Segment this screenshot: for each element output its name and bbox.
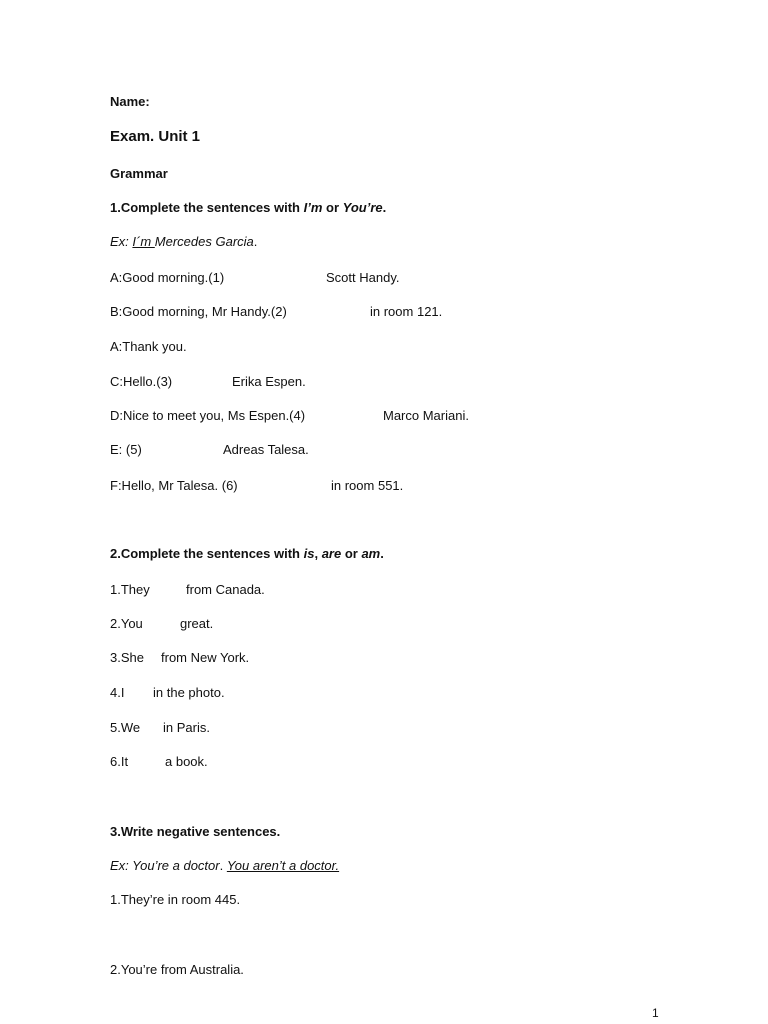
exercise-2-item: [110, 616, 213, 632]
heading-word-youre: You’re: [342, 200, 383, 215]
item-rest: Erika Espen.: [232, 374, 306, 389]
name-label: Name:: [110, 94, 150, 109]
item-rest: in room 551.: [331, 478, 404, 493]
exercise-2-heading: [110, 546, 384, 562]
exercise-1-item: [110, 442, 309, 458]
section-heading: Grammar: [110, 166, 168, 181]
item-prompt: D:Nice to meet you, Ms Espen.(4): [110, 408, 306, 423]
item-prompt: 1.They: [110, 582, 150, 597]
heading-word-are: are: [321, 546, 342, 561]
exam-title: Exam. Unit 1: [110, 128, 201, 145]
exercise-1-item: [110, 339, 187, 355]
item-rest: Marco Mariani.: [383, 408, 469, 423]
heading-text: or: [341, 546, 362, 561]
item-prompt: 2.You: [110, 616, 143, 631]
item-rest: in Paris.: [163, 720, 210, 735]
item-prompt: E: (5): [110, 442, 142, 457]
example-prefix: Ex:: [110, 234, 133, 249]
item-prompt: 4.I: [110, 685, 125, 700]
example-text: .: [219, 858, 227, 873]
item-prompt: A:Thank you.: [110, 339, 187, 354]
heading-word-am: am: [361, 546, 381, 561]
item-rest: Scott Handy.: [326, 270, 400, 285]
heading-word-im: I’m: [303, 200, 323, 215]
item-rest: a book.: [165, 754, 208, 769]
heading-word-is: is: [303, 546, 315, 561]
exercise-3-item: 1.They’re in room 445.: [110, 892, 241, 907]
heading-text: .: [382, 200, 387, 215]
exercise-1-example: [110, 234, 257, 250]
item-prompt: F:Hello, Mr Talesa. (6): [110, 478, 238, 493]
exercise-2-item: [110, 685, 225, 701]
exercise-2-item: [110, 720, 210, 736]
example-text: Mercedes Garcia: [154, 234, 254, 249]
exercise-1-item: [110, 478, 403, 494]
example-answer: You aren’t a doctor.: [226, 858, 340, 873]
heading-text: 2.Complete the sentences with: [110, 546, 304, 561]
exercise-2-item: [110, 650, 249, 666]
exercise-1-item: [110, 374, 306, 390]
heading-text: ,: [314, 546, 322, 561]
exercise-3-heading: 3.Write negative sentences.: [110, 824, 281, 839]
exercise-3-example: [110, 858, 339, 874]
item-prompt: 5.We: [110, 720, 141, 735]
exercise-1-item: [110, 304, 442, 320]
exercise-1-item: [110, 270, 399, 286]
example-text: Ex: You’re a doctor: [110, 858, 220, 873]
item-prompt: C:Hello.(3): [110, 374, 173, 389]
heading-text: 1.Complete the sentences with: [110, 200, 304, 215]
exercise-2-item: [110, 582, 265, 598]
exercise-1-heading: [110, 200, 386, 216]
item-prompt: B:Good morning, Mr Handy.(2): [110, 304, 287, 319]
item-rest: in room 121.: [370, 304, 443, 319]
item-rest: from New York.: [161, 650, 250, 665]
page-number: 1: [652, 1006, 659, 1020]
heading-text: .: [380, 546, 384, 561]
item-prompt: A:Good morning.(1): [110, 270, 225, 285]
example-text: .: [253, 234, 258, 249]
item-rest: great.: [180, 616, 214, 631]
example-answer: I´m: [132, 234, 155, 249]
exercise-1-item: [110, 408, 469, 424]
exercise-2-item: [110, 754, 208, 770]
item-rest: in the photo.: [153, 685, 225, 700]
item-prompt: 6.It: [110, 754, 129, 769]
heading-text: or: [322, 200, 343, 215]
exercise-3-item: 2.You’re from Australia.: [110, 962, 244, 977]
item-rest: Adreas Talesa.: [223, 442, 309, 457]
item-rest: from Canada.: [186, 582, 265, 597]
item-prompt: 3.She: [110, 650, 144, 665]
